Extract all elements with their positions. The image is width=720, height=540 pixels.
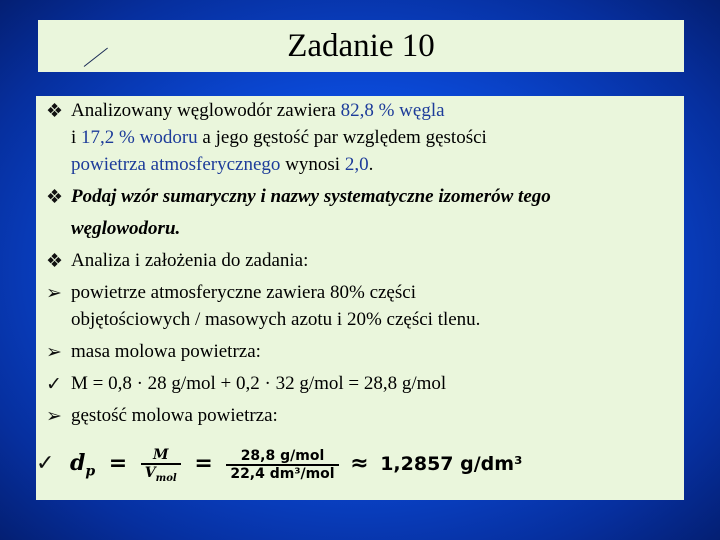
bullet-icon: ❖ — [46, 187, 64, 208]
content-line — [71, 154, 373, 176]
text-span: . — [368, 154, 374, 175]
bullet-icon: ✓ — [46, 374, 62, 395]
bullet-icon: ➢ — [46, 342, 62, 363]
text-span: 82,8 % węgla — [340, 100, 445, 121]
text-span: węglowodoru. — [71, 218, 181, 239]
bullet-icon: ➢ — [46, 283, 62, 304]
bullet-icon: ❖ — [46, 251, 64, 272]
formula-approx: ≈ — [350, 450, 369, 476]
text-span: a jego gęstość par względem gęstości — [197, 127, 487, 148]
bullet-icon: ➢ — [46, 406, 62, 427]
content-line — [71, 127, 487, 149]
formula-result: 1,2857 g/dm³ — [380, 452, 523, 475]
formula-fraction-1: $\frac{M}{V_{mol}}$ — [141, 447, 181, 484]
formula-equals-1: = — [108, 450, 128, 476]
text-span: gęstość molowa powietrza: — [71, 405, 278, 426]
text-span: Analizowany węglowodór zawiera — [71, 100, 341, 121]
content-line — [71, 341, 261, 363]
text-span: M = 0,8 · 28 g/mol + 0,2 · 32 g/mol = 28,8 g/mol — [71, 373, 447, 394]
text-span: 2,0 — [344, 154, 369, 175]
content-line — [71, 100, 445, 122]
formula-equals-2: = — [194, 450, 213, 476]
density-formula — [36, 447, 522, 484]
title-box — [38, 20, 684, 72]
formula-check-icon: ✓ — [36, 450, 55, 476]
content-line — [71, 373, 446, 395]
text-span: wynosi — [280, 154, 345, 175]
text-span: masa molowa powietrza: — [71, 341, 261, 362]
content-line — [71, 250, 308, 272]
text-span: objętościowych / masowych azotu i 20% części tlenu. — [71, 309, 481, 330]
text-span: Analiza i założenia do zadania: — [71, 250, 309, 271]
text-span: i — [71, 127, 82, 148]
text-span: powietrza atmosferycznego — [71, 154, 281, 175]
text-span: Podaj wzór sumaryczny i nazwy systematyczne izomerów tego — [71, 186, 551, 207]
content-line — [71, 405, 278, 427]
content-line — [71, 309, 480, 331]
formula-fraction-2: $\frac{\text{28,8 g/mol}}{\text{22,4 dm³/mol}}$ — [226, 448, 338, 482]
slide-title: Zadanie 10 — [287, 27, 435, 64]
text-span: powietrze atmosferyczne zawiera 80% części — [71, 282, 416, 303]
content-line — [71, 282, 416, 304]
content-box — [36, 96, 684, 500]
formula-lhs: $d_p$ — [70, 449, 96, 480]
content-line — [71, 218, 180, 240]
text-span: 17,2 % wodoru — [81, 127, 198, 148]
bullet-icon: ❖ — [46, 101, 64, 122]
content-line — [71, 186, 551, 208]
